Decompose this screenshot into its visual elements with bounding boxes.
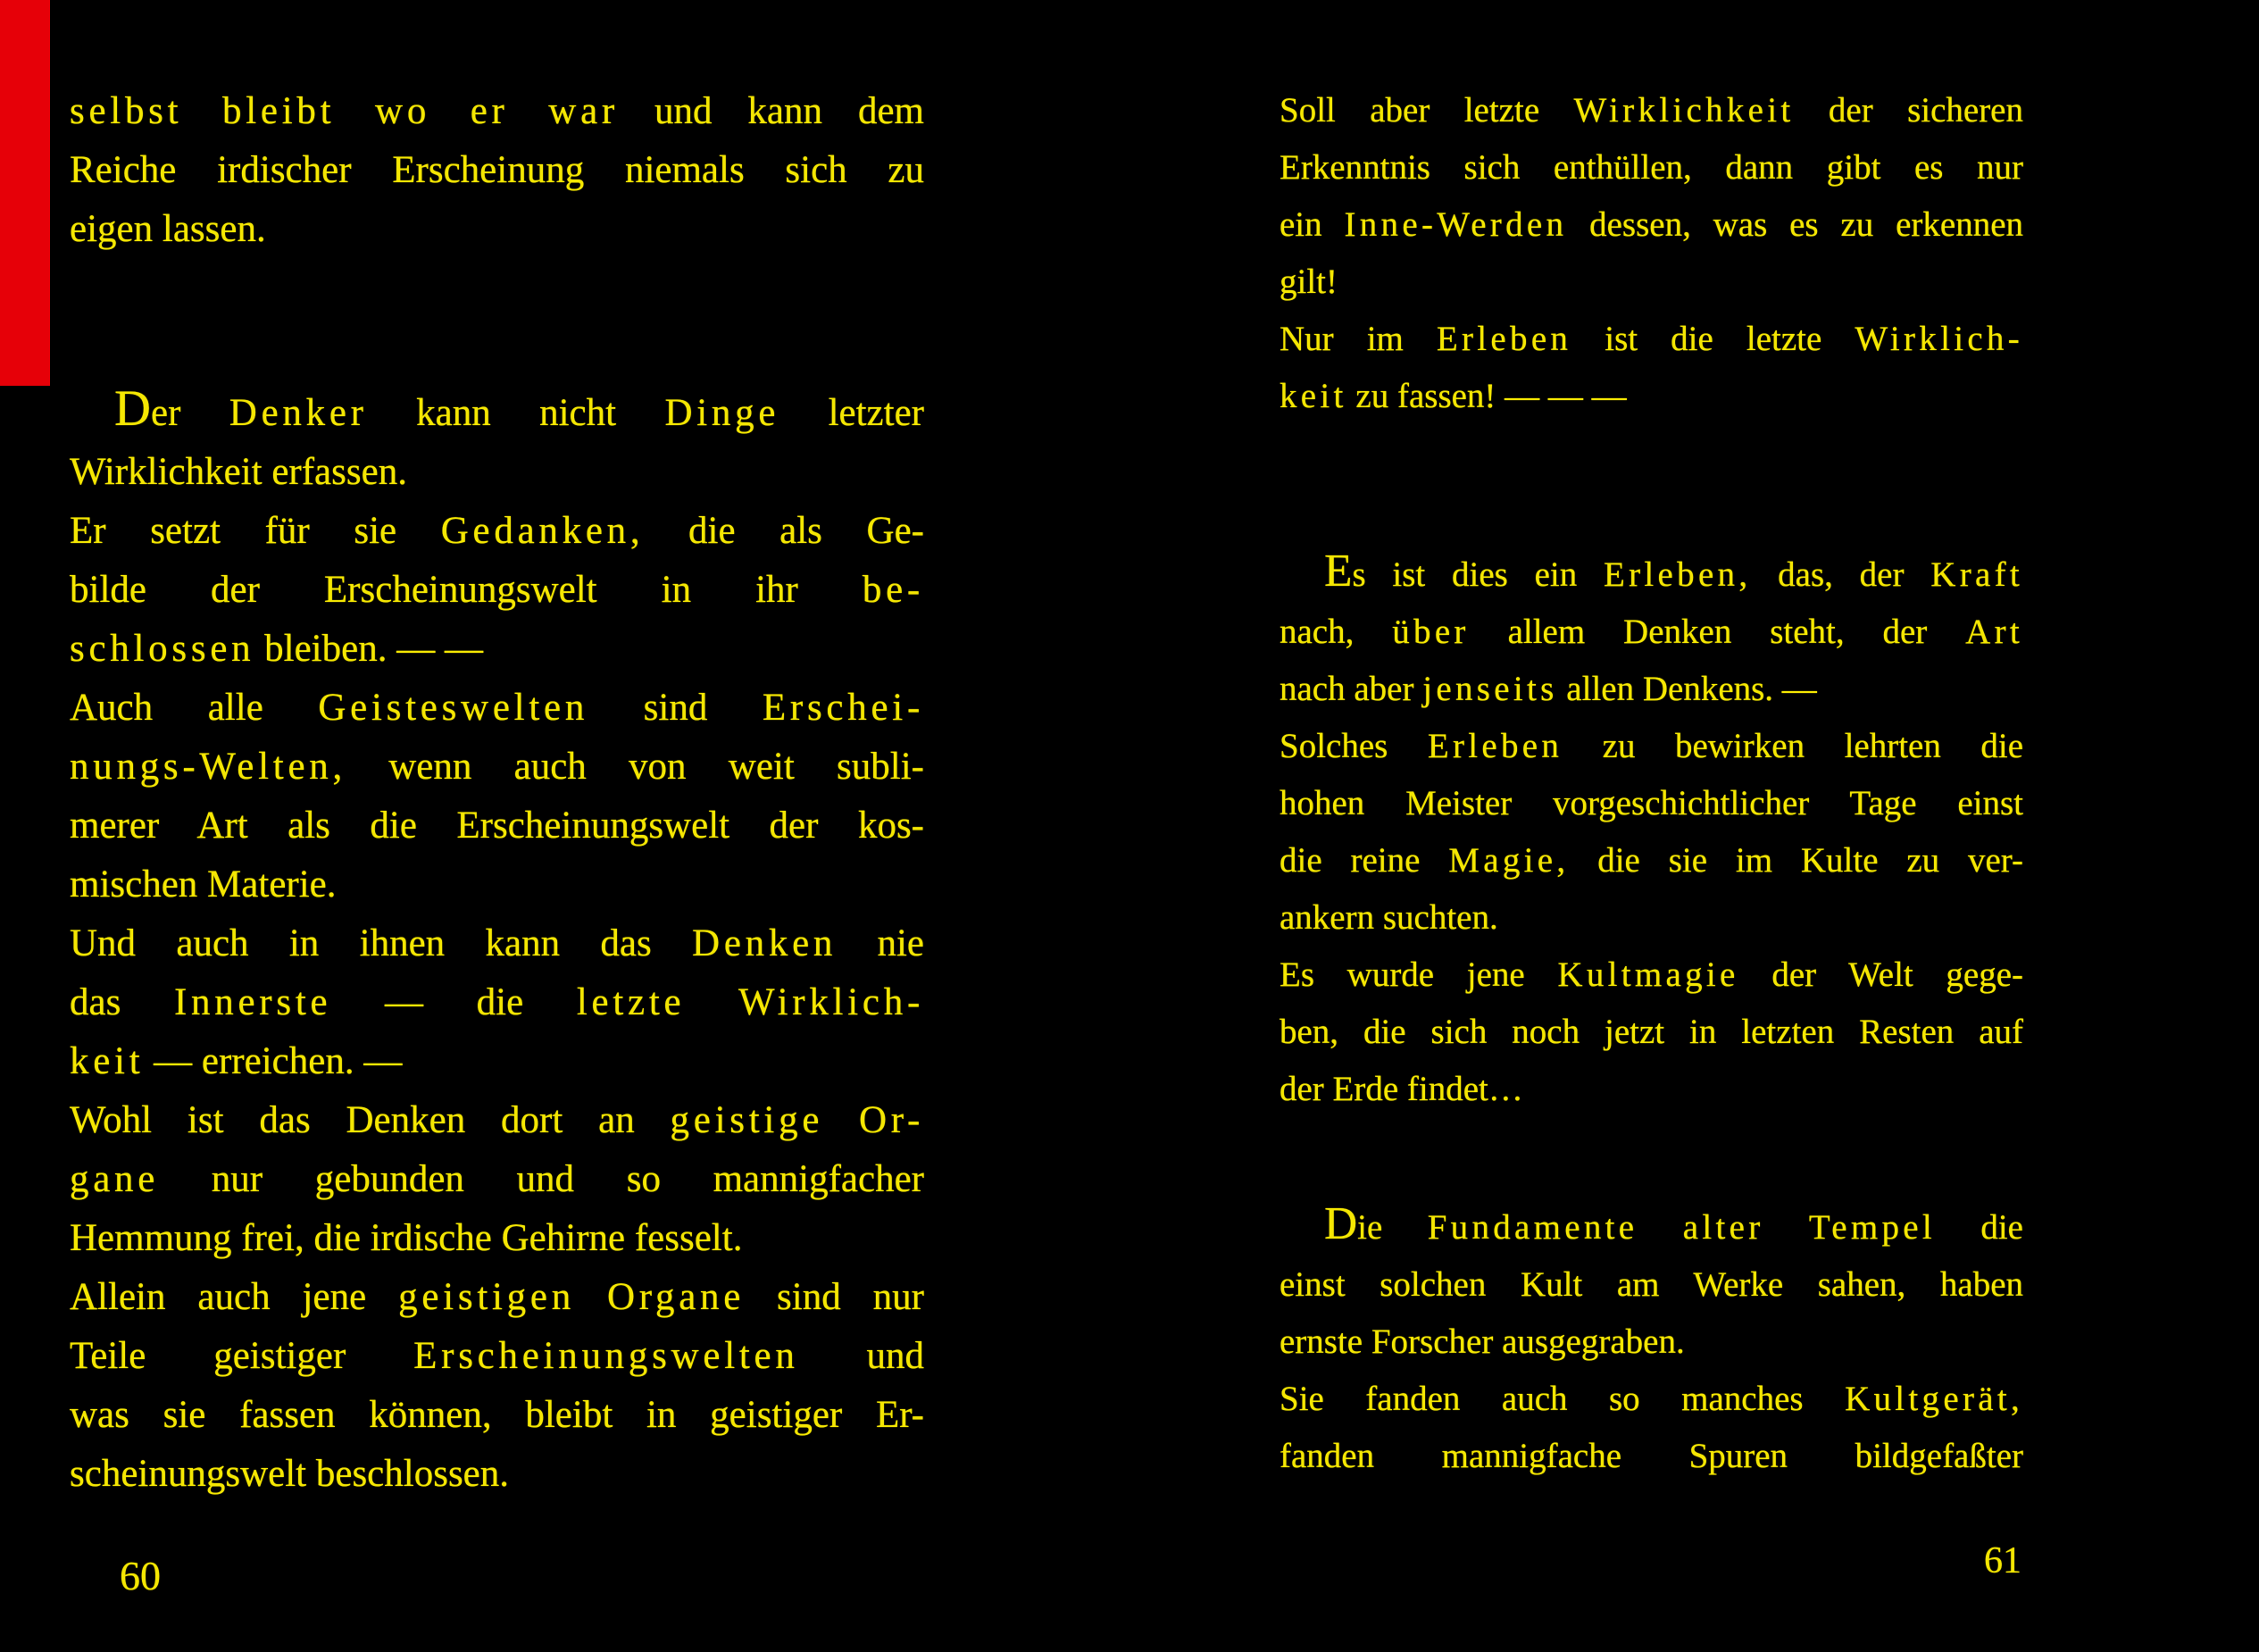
text-line	[70, 1268, 924, 1327]
letterspaced-text: jenseits	[1422, 670, 1558, 708]
text-segment: dessen, was es zu erkennen	[1567, 205, 2023, 244]
text-line	[70, 502, 924, 561]
letterspaced-text: schlossen	[70, 628, 255, 670]
text-segment: ist die letzte	[1571, 320, 1855, 358]
text-line	[70, 1209, 924, 1268]
text-segment: s ist dies ein	[1352, 555, 1605, 594]
text-segment: nie	[837, 922, 924, 964]
text-line	[1280, 1061, 2023, 1118]
text-segment: Wohl ist das Denken dort an	[70, 1099, 671, 1141]
letterspaced-text: letzte	[576, 981, 686, 1023]
text-segment: und	[798, 1335, 924, 1377]
text-line	[1280, 604, 2023, 661]
text-segment: der sicheren	[1794, 91, 2023, 129]
letterspaced-text: geistigen	[398, 1276, 575, 1318]
letterspaced-text: Kultgerät,	[1845, 1380, 2023, 1418]
text-segment: — erreichen. —	[144, 1040, 403, 1082]
text-segment: Hemmung frei, die irdische Gehirne fesselt.	[70, 1217, 743, 1259]
text-line	[1280, 82, 2023, 139]
text-line	[70, 973, 924, 1032]
text-segment: Er setzt für sie	[70, 510, 441, 552]
text-segment: wenn auch von weit subli-	[346, 746, 924, 788]
letterspaced-text: Wirklichkeit	[1573, 91, 1795, 129]
letterspaced-text: Inne-Werden	[1344, 205, 1568, 244]
letterspaced-text: nungs-Welten,	[70, 746, 346, 788]
text-line	[1280, 1314, 2023, 1371]
text-line	[70, 620, 924, 679]
letterspaced-text: Fundamente	[1427, 1208, 1638, 1247]
page-number-left: 60	[120, 1553, 161, 1598]
letterspaced-text: Kraft	[1930, 555, 2023, 594]
letterspaced-text: Innerste	[173, 981, 332, 1023]
initial-capital: E	[1324, 546, 1353, 597]
letterspaced-text: keit	[1280, 377, 1347, 415]
text-line	[1280, 832, 2023, 889]
page-number-right: 61	[1984, 1540, 2021, 1581]
text-line	[70, 1150, 924, 1209]
text-segment: die sie im Kulte zu ver-	[1569, 841, 2023, 880]
letterspaced-text: selbst bleibt wo er war	[70, 90, 619, 132]
letterspaced-text: Erscheinungswelten	[413, 1335, 799, 1377]
letterspaced-text: Magie,	[1448, 841, 1570, 880]
text-segment: zu bewirken lehrten die	[1563, 727, 2024, 765]
text-line	[1280, 1428, 2023, 1485]
text-segment	[685, 981, 738, 1023]
text-line	[1280, 311, 2023, 368]
text-segment: mischen Materie.	[70, 864, 337, 905]
letterspaced-text: Art	[1965, 613, 2023, 651]
letterspaced-text: geistige	[670, 1099, 824, 1141]
letterspaced-text: keit	[70, 1040, 145, 1082]
text-segment	[1763, 1208, 1808, 1247]
text-segment: scheinungswelt beschlossen.	[70, 1453, 510, 1495]
left-page	[70, 82, 924, 1504]
text-line	[70, 141, 924, 200]
letterspaced-text: Erleben	[1427, 727, 1563, 765]
text-segment: bleiben. — —	[254, 628, 483, 670]
text-line	[70, 1327, 924, 1386]
text-segment: Teile geistiger	[70, 1335, 414, 1377]
text-segment: Reiche irdischer Erscheinung niemals sich zu	[70, 149, 924, 191]
text-segment: das	[70, 981, 174, 1023]
text-segment: nach aber	[1280, 670, 1423, 708]
letterspaced-text: Wirklich-	[738, 981, 924, 1023]
letterspaced-text: Geisteswelten	[318, 687, 589, 729]
letterspaced-text: Gedanken,	[440, 510, 645, 552]
text-segment: ankern suchten.	[1280, 898, 1498, 937]
text-segment: gilt!	[1280, 263, 1338, 301]
text-segment: Auch alle	[70, 687, 319, 729]
text-segment	[575, 1276, 607, 1318]
text-segment: Wirklichkeit erfassen.	[70, 451, 407, 493]
text-line	[70, 1032, 924, 1091]
text-line	[1280, 947, 2023, 1004]
text-segment: der Erde findet…	[1280, 1070, 1523, 1108]
initial-capital: D	[1324, 1198, 1358, 1249]
text-segment: einst solchen Kult am Werke sahen, haben	[1280, 1265, 2023, 1304]
letterspaced-text: Erleben	[1436, 320, 1572, 358]
text-line	[1280, 139, 2023, 196]
text-line	[70, 380, 924, 443]
text-line	[70, 1091, 924, 1150]
text-line	[1280, 775, 2023, 832]
text-line	[70, 679, 924, 738]
text-line	[70, 738, 924, 797]
text-segment: Allein auch jene	[70, 1276, 399, 1318]
text-line	[70, 1445, 924, 1504]
letterspaced-text: Wirklich-	[1855, 320, 2023, 358]
text-segment: das, der	[1751, 555, 1931, 594]
text-line	[70, 1386, 924, 1445]
text-line	[1280, 661, 2023, 718]
text-segment: Sie fanden auch so manches	[1280, 1380, 1846, 1418]
text-line	[1280, 196, 2023, 254]
text-segment: Solches	[1280, 727, 1428, 765]
text-line	[70, 914, 924, 973]
letterspaced-text: Tempel	[1808, 1208, 1936, 1247]
text-line	[1280, 368, 2023, 425]
text-segment: ein	[1280, 205, 1345, 244]
red-margin-stripe	[0, 0, 50, 386]
paragraph-block	[70, 380, 925, 1504]
letterspaced-text: Erleben,	[1604, 555, 1752, 594]
text-segment: der Welt gege-	[1738, 955, 2024, 994]
letterspaced-text: Erschei-	[762, 687, 925, 729]
text-line	[70, 443, 924, 502]
text-segment: — die	[331, 981, 577, 1023]
text-segment: Nur im	[1280, 320, 1437, 358]
letterspaced-text: Denken	[692, 922, 838, 964]
text-segment: ernste Forscher ausgegraben.	[1280, 1322, 1685, 1361]
paragraph-block	[1280, 546, 2023, 1118]
text-line	[70, 797, 924, 855]
text-segment: Und auch in ihnen kann das	[70, 922, 693, 964]
letterspaced-text: be-	[862, 569, 924, 611]
text-segment: hohen Meister vorgeschichtlicher Tage einst	[1280, 784, 2023, 822]
text-segment: letzter	[779, 392, 924, 434]
initial-capital: D	[114, 380, 151, 437]
letterspaced-text: alter	[1682, 1208, 1764, 1247]
text-line	[1280, 254, 2023, 311]
text-line	[1280, 1371, 2023, 1428]
text-line	[1280, 1199, 2023, 1256]
letterspaced-text: Organe	[606, 1276, 746, 1318]
text-line	[70, 82, 924, 141]
text-segment: kann nicht	[367, 392, 665, 434]
letterspaced-text: Dinge	[664, 392, 780, 434]
text-segment: bilde der Erscheinungswelt in ihr	[70, 569, 863, 611]
letterspaced-text: Kultmagie	[1557, 955, 1739, 994]
text-segment: die	[1935, 1208, 2023, 1247]
letterspaced-text: über	[1392, 613, 1470, 651]
text-segment: allem Denken steht, der	[1469, 613, 1966, 651]
text-segment: ie	[1357, 1208, 1428, 1247]
text-segment: was sie fassen können, bleibt in geistiger Er-	[70, 1394, 924, 1436]
text-segment: ben, die sich noch jetzt in letzten Resten auf	[1280, 1013, 2023, 1051]
text-segment: Es wurde jene	[1280, 955, 1558, 994]
text-segment: allen Denkens. —	[1557, 670, 1817, 708]
paragraph-block	[70, 82, 924, 259]
text-segment: Soll aber letzte	[1280, 91, 1574, 129]
text-line	[70, 855, 924, 914]
text-segment: die reine	[1280, 841, 1449, 880]
text-line	[1280, 889, 2023, 947]
text-line	[1280, 1256, 2023, 1314]
text-segment: die als Ge-	[644, 510, 924, 552]
text-line	[1280, 546, 2023, 604]
text-segment: sind nur	[745, 1276, 925, 1318]
text-line	[1280, 1004, 2023, 1061]
text-line	[1280, 718, 2023, 775]
letterspaced-text: Denker	[229, 392, 368, 434]
paragraph-block	[1280, 82, 2023, 425]
text-segment: und kann dem	[618, 90, 924, 132]
text-segment: fanden mannigfache Spuren bildgefaßter	[1280, 1437, 2023, 1475]
text-segment: sind	[588, 687, 763, 729]
text-segment: zu fassen! — — —	[1346, 377, 1627, 415]
text-segment: eigen lassen.	[70, 208, 266, 250]
text-segment: merer Art als die Erscheinungswelt der kos-	[70, 805, 924, 847]
text-segment	[823, 1099, 859, 1141]
text-segment: er	[150, 392, 229, 434]
right-page	[1280, 82, 2023, 1485]
text-segment: nur gebunden und so mannigfacher	[159, 1158, 924, 1200]
letterspaced-text: gane	[70, 1158, 160, 1200]
text-segment: Erkenntnis sich enthüllen, dann gibt es nur	[1280, 148, 2023, 187]
letterspaced-text: Or-	[858, 1099, 924, 1141]
text-segment: nach,	[1280, 613, 1393, 651]
text-line	[70, 561, 924, 620]
text-segment	[1638, 1208, 1682, 1247]
paragraph-block	[1280, 1199, 2023, 1485]
text-line	[70, 200, 924, 259]
